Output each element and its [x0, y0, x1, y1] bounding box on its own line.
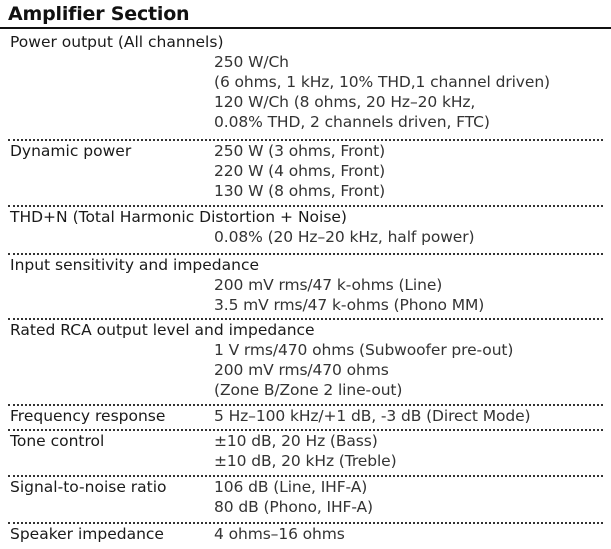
spec-value: 250 W/Ch: [214, 53, 289, 71]
spec-values: [214, 141, 385, 201]
spec-value: 220 W (4 ohms, Front): [214, 162, 386, 180]
spec-values: [214, 275, 484, 315]
spec-value: 0.08% THD, 2 channels driven, FTC): [214, 113, 490, 131]
spec-value: 130 W (8 ohms, Front): [214, 182, 386, 200]
spec-values: [214, 340, 513, 400]
spec-label: Rated RCA output level and impedance: [10, 321, 315, 339]
spec-value: 5 Hz–100 kHz/+1 dB, -3 dB (Direct Mode): [214, 407, 531, 425]
spec-label: Speaker impedance: [10, 525, 164, 543]
spec-values: [214, 52, 550, 132]
spec-label: Signal-to-noise ratio: [10, 478, 167, 496]
spec-value: 106 dB (Line, IHF-A): [214, 478, 368, 496]
spec-value: ±10 dB, 20 Hz (Bass): [214, 432, 378, 450]
section-title: Amplifier Section: [8, 3, 190, 25]
title-rule: [0, 27, 611, 29]
spec-value: 120 W/Ch (8 ohms, 20 Hz–20 kHz,: [214, 93, 476, 111]
spec-label: Tone control: [10, 432, 105, 450]
spec-label: Dynamic power: [10, 142, 132, 160]
spec-value: ±10 dB, 20 kHz (Treble): [214, 452, 397, 470]
spec-label: Input sensitivity and impedance: [10, 256, 260, 274]
spec-values: [214, 477, 373, 517]
spec-value: 4 ohms–16 ohms: [214, 525, 345, 543]
spec-values: [214, 431, 397, 471]
spec-value: 3.5 mV rms/47 k-ohms (Phono MM): [214, 296, 485, 314]
spec-value: (Zone B/Zone 2 line-out): [214, 381, 403, 399]
spec-values: [214, 406, 530, 426]
spec-value: (6 ohms, 1 kHz, 10% THD,1 channel driven): [214, 73, 550, 91]
spec-value: 200 mV rms/470 ohms: [214, 361, 389, 379]
spec-values: [214, 524, 345, 544]
spec-value: 1 V rms/470 ohms (Subwoofer pre-out): [214, 341, 514, 359]
spec-label: Power output (All channels): [10, 33, 224, 51]
spec-value: 0.08% (20 Hz–20 kHz, half power): [214, 228, 475, 246]
spec-value: 200 mV rms/47 k-ohms (Line): [214, 276, 443, 294]
spec-value: 80 dB (Phono, IHF-A): [214, 498, 373, 516]
spec-label: THD+N (Total Harmonic Distortion + Noise): [10, 208, 347, 226]
spec-label: Frequency response: [10, 407, 166, 425]
spec-value: 250 W (3 ohms, Front): [214, 142, 386, 160]
spec-values: [214, 227, 474, 247]
